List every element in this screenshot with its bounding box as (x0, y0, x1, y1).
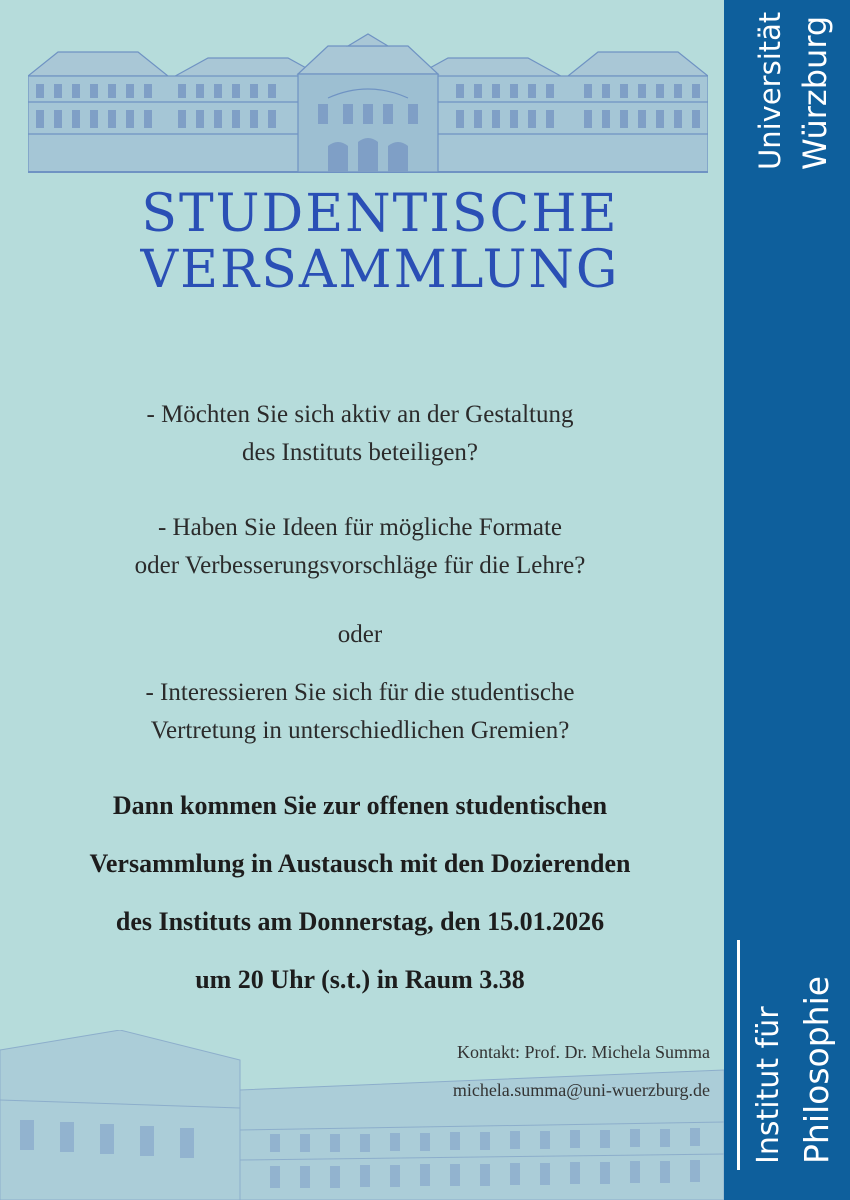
residenz-illustration-top (28, 28, 708, 176)
question-2 (40, 509, 680, 585)
callout-line-1: Dann kommen Sie zur offenen studentischen (112, 791, 608, 820)
question-1-line-1: - Möchten Sie sich aktiv an der Gestaltung (146, 401, 574, 428)
university-name-line-1: Universität (753, 11, 787, 170)
title-line-1: STUDENTISCHE (141, 184, 619, 244)
question-2-line-1: - Haben Sie Ideen für mögliche Formate (157, 514, 563, 541)
callout-line-2: Versammlung in Austausch mit den Dozierenden (89, 849, 631, 878)
connector-text: oder (337, 621, 383, 648)
university-name-line-2: Würzburg (796, 15, 834, 170)
question-3 (40, 674, 680, 750)
callout-line-3: des Instituts am Donnerstag, den 15.01.2026 (115, 907, 605, 936)
question-1 (40, 396, 680, 472)
question-2-line-2: oder Verbesserungsvorschläge für die Lehre? (134, 552, 586, 579)
institute-name-line-2: Philosophie (797, 975, 836, 1164)
contact-email[interactable]: michela.summa@uni-wuerzburg.de (452, 1080, 710, 1100)
callout-line-4: um 20 Uhr (s.t.) in Raum 3.38 (195, 965, 525, 994)
institute-divider (737, 940, 740, 1170)
question-3-line-2: Vertretung in unterschiedlichen Gremien? (150, 717, 570, 744)
poster-title (60, 184, 700, 301)
question-1-line-2: des Instituts beteiligen? (241, 439, 479, 466)
title-line-2: VERSAMMLUNG (140, 240, 620, 301)
event-callout (20, 777, 700, 1009)
institute-name-line-1: Institut für (751, 1006, 786, 1164)
contact-name: Kontakt: Prof. Dr. Michela Summa (457, 1042, 710, 1062)
question-3-line-1: - Interessieren Sie sich für die studentische (145, 679, 575, 706)
